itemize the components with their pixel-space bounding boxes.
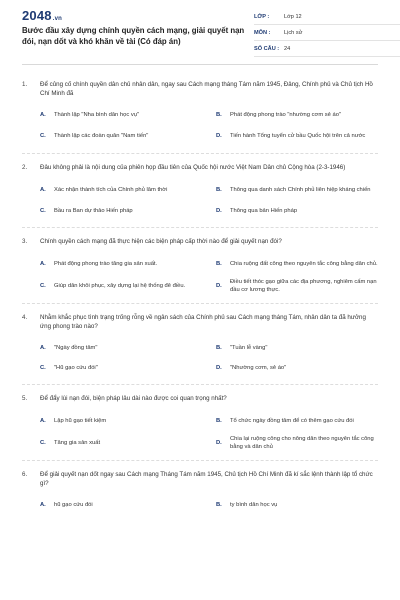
question-separator <box>22 384 378 385</box>
option-letter: C. <box>40 364 46 371</box>
option-text: "Ngày đồng tâm" <box>54 344 98 351</box>
option-letter: C. <box>40 132 46 139</box>
question-text: Nhằm khắc phục tình trạng trống rỗng về ngân sách của Chính phủ sau Cách mạng tháng Tám, nhân dân ta đã hưởng ứng phong trào nào? <box>40 314 366 330</box>
question-head <box>22 237 378 246</box>
question-4 <box>22 313 378 385</box>
option-text: Lập hũ gạo tiết kiệm <box>54 417 107 424</box>
option-letter: A. <box>40 501 46 508</box>
option-a[interactable] <box>40 105 202 125</box>
answer-options <box>40 338 378 378</box>
meta-label: SỐ CÂU : <box>254 45 280 52</box>
option-text: hũ gạo cứu đói <box>54 501 93 508</box>
option-a[interactable] <box>40 253 202 275</box>
option-text: Chia ruộng đất công theo nguyên tắc công bằng dân chủ. <box>230 260 378 267</box>
option-text: ty bình dân học vụ <box>230 501 278 508</box>
option-letter: A. <box>40 417 46 424</box>
option-c[interactable] <box>40 358 202 378</box>
option-letter: B. <box>216 186 222 193</box>
meta-value: 24 <box>284 45 291 52</box>
site-logo[interactable] <box>22 8 62 23</box>
option-text: Giúp dân khôi phục, xây dựng lại hệ thống đê điều. <box>54 282 186 289</box>
option-letter: B. <box>216 111 222 118</box>
question-text: Đâu không phải là nội dung của phiên họp đầu tiên của Quốc hội nước Việt Nam Dân chủ Cộng hòa (2-3-1946) <box>40 164 346 171</box>
question-separator <box>22 227 378 228</box>
option-letter: C. <box>40 207 46 214</box>
option-text: "Nhường cơm, sẻ áo" <box>230 364 287 371</box>
option-c[interactable] <box>40 201 202 221</box>
option-d[interactable] <box>216 358 378 378</box>
question-number: 2. <box>22 164 28 171</box>
option-d[interactable] <box>216 125 378 147</box>
option-text: Tiến hành Tổng tuyển cử bầu Quốc hội trên cả nước <box>230 132 366 139</box>
header <box>22 0 378 66</box>
option-c[interactable] <box>40 125 202 147</box>
option-text: Chia lại ruộng công cho nông dân theo nguyên tắc công bằng và dân chủ <box>230 435 374 450</box>
option-b[interactable] <box>216 105 378 125</box>
question-2 <box>22 163 378 228</box>
option-letter: D. <box>216 364 222 371</box>
option-letter: A. <box>40 260 46 267</box>
question-separator <box>22 460 378 461</box>
option-b[interactable] <box>216 253 378 275</box>
option-letter: B. <box>216 501 222 508</box>
answer-options <box>40 410 378 454</box>
question-head <box>22 470 378 488</box>
question-separator <box>22 303 378 304</box>
option-letter: D. <box>216 207 222 214</box>
option-letter: C. <box>40 439 46 446</box>
question-head <box>22 80 378 98</box>
option-text: Bầu ra Ban dự thảo Hiến pháp <box>54 207 133 214</box>
option-b[interactable] <box>216 410 378 432</box>
option-letter: B. <box>216 260 222 267</box>
page-title: Bước đầu xây dựng chính quyền cách mạng, giải quyết nạn đói, nạn dốt và khó khăn về tài (Có đáp án) <box>22 26 245 46</box>
option-letter: B. <box>216 344 222 351</box>
option-c[interactable] <box>40 432 202 454</box>
option-letter: A. <box>40 186 46 193</box>
logo-sub: .vn <box>52 16 63 22</box>
option-text: Thành lập các đoàn quân "Nam tiến" <box>54 132 149 139</box>
option-d[interactable] <box>216 201 378 221</box>
question-head <box>22 313 378 331</box>
answer-options <box>40 179 378 221</box>
option-letter: D. <box>216 282 222 289</box>
question-5 <box>22 394 378 461</box>
meta-info <box>254 9 400 57</box>
option-d[interactable] <box>216 275 378 297</box>
option-b[interactable] <box>216 179 378 201</box>
option-letter: A. <box>40 344 46 351</box>
question-6 <box>22 470 378 515</box>
answer-options <box>40 495 378 515</box>
option-d[interactable] <box>216 432 378 454</box>
option-text: "Tuần lễ vàng" <box>230 344 268 351</box>
option-text: Phát động phong trào "nhường cơm sẻ áo" <box>230 111 341 118</box>
option-text: Thông qua bản Hiến pháp <box>230 207 298 214</box>
question-1 <box>22 80 378 154</box>
question-number: 3. <box>22 238 28 245</box>
option-text: Xác nhận thành tích của Chính phủ lâm thời <box>54 186 168 193</box>
answer-options <box>40 253 378 297</box>
option-text: Thành lập "Nha bình dân học vụ" <box>54 111 140 118</box>
question-number: 5. <box>22 395 28 402</box>
option-a[interactable] <box>40 338 202 358</box>
header-divider <box>22 64 378 65</box>
option-text: Tăng gia sản xuất <box>54 439 101 446</box>
meta-row-count <box>254 41 400 57</box>
option-b[interactable] <box>216 338 378 358</box>
option-text: Thông qua danh sách Chính phủ liên hiệp kháng chiến <box>230 186 371 193</box>
option-a[interactable] <box>40 410 202 432</box>
meta-row-subject <box>254 25 400 41</box>
question-number: 4. <box>22 314 28 321</box>
question-text: Để củng cố chính quyền dân chủ nhân dân, ngay sau Cách mạng tháng Tám năm 1945, Đảng, Chính phủ và Chủ tịch Hồ Chí Minh đã <box>40 81 373 97</box>
question-separator <box>22 153 378 154</box>
option-text: Tổ chức ngày đồng tâm để có thêm gạo cứu đói <box>230 417 354 424</box>
option-a[interactable] <box>40 495 202 515</box>
option-letter: D. <box>216 439 222 446</box>
question-number: 6. <box>22 471 28 478</box>
option-b[interactable] <box>216 495 378 515</box>
logo-main: 2048 <box>22 8 52 23</box>
option-a[interactable] <box>40 179 202 201</box>
option-c[interactable] <box>40 275 202 297</box>
question-text: Để đẩy lùi nạn đói, biện pháp lâu dài nào được coi quan trọng nhất? <box>40 395 227 402</box>
question-text: Để giải quyết nạn dốt ngay sau Cách mạng Tháng Tám năm 1945, Chủ tịch Hồ Chí Minh đã kí sắc lệnh thành lập tổ chức gì? <box>40 471 373 487</box>
question-3 <box>22 237 378 304</box>
question-text: Chính quyền cách mạng đã thực hiện các biện pháp cấp thời nào để giải quyết nạn đói? <box>40 238 282 245</box>
option-letter: D. <box>216 132 222 139</box>
question-number: 1. <box>22 81 28 88</box>
option-letter: C. <box>40 282 46 289</box>
meta-row-class <box>254 9 400 25</box>
meta-value: Lớp 12 <box>284 13 302 20</box>
option-letter: B. <box>216 417 222 424</box>
meta-label: MÔN : <box>254 29 271 36</box>
question-head <box>22 394 378 403</box>
question-list <box>22 80 378 515</box>
question-head <box>22 163 378 172</box>
meta-label: LỚP : <box>254 13 270 20</box>
option-text: Điều tiết thóc gạo giữa các địa phương, nghiêm cấm nạn đầu cơ lương thực. <box>230 278 377 293</box>
answer-options <box>40 105 378 147</box>
meta-value: Lịch sử <box>284 29 303 36</box>
option-letter: A. <box>40 111 46 118</box>
option-text: "Hũ gạo cứu đói" <box>54 364 98 371</box>
option-text: Phát động phong trào tăng gia sản xuất. <box>54 260 158 267</box>
